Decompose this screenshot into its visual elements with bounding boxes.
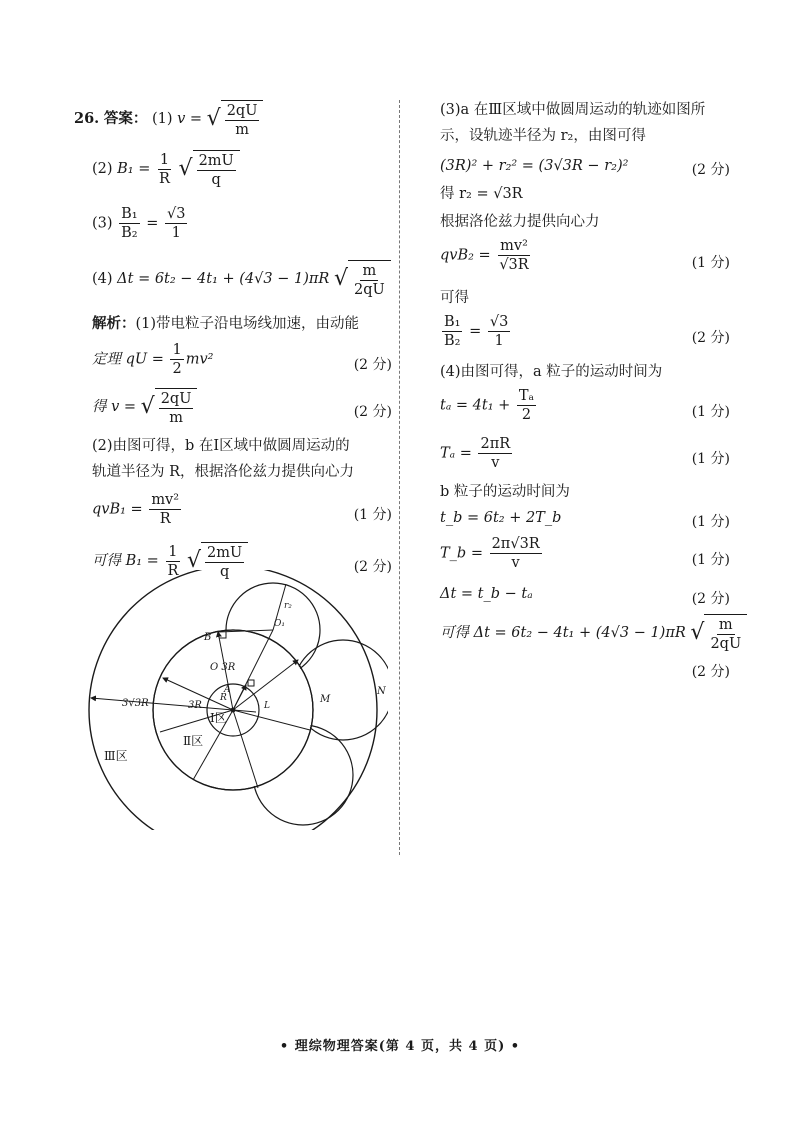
p3-line-3: 根据洛伦兹力提供向心力 [440, 214, 600, 230]
page-footer: • 理综物理答案(第 4 页，共 4 页) • [279, 1039, 521, 1054]
points-badge: (1 分) [691, 451, 730, 467]
answer-1-num: 2qU [226, 103, 258, 119]
solution-p2-eq [92, 492, 392, 538]
solution-line-1 [92, 314, 392, 342]
solution-p2-res-prefix: 可得 B₁ = [92, 553, 159, 569]
label-3R: 3R [188, 700, 202, 711]
answer-1-label: (1) [151, 111, 173, 127]
answer-1-sqrt: √ $\frac{2qU}{m}$ [207, 100, 264, 138]
label-region-2: Ⅱ区 [183, 734, 204, 748]
solution-p1-l2-prefix: 定理 qU = [92, 351, 164, 368]
p4-tb-text: t_b = 6t₂ + 2T_b [440, 510, 562, 526]
right-column [440, 100, 742, 684]
p3-ratio-eq: = [469, 323, 482, 340]
label-O3R: O 3R [210, 662, 236, 673]
label-A: A [224, 685, 231, 695]
solution-p2-eq-num: mv² [151, 492, 180, 508]
answer-line-4 [92, 260, 392, 310]
solution-p2-res-sqrt: √ $\frac{2mU}{q}$ [187, 542, 248, 580]
answer-3-rden: 1 [171, 225, 181, 241]
solution-heading: 解析： [92, 315, 136, 332]
solution-p1-text: (1)带电粒子沿电场线加速，由动能 [135, 316, 360, 332]
left-column [74, 100, 392, 592]
p3-ratio-rden: 1 [494, 333, 504, 349]
answer-3-eq: = [146, 215, 159, 232]
p4-Tb [440, 536, 730, 584]
p4-dt [440, 584, 730, 614]
p3-eq1 [440, 156, 730, 184]
p4-final-points-row [440, 660, 730, 684]
p3-ratio-rnum: √3 [489, 314, 509, 330]
label-3sqrt3R: 3√3R [122, 698, 149, 709]
points-badge: (1 分) [353, 507, 392, 523]
p4-final-prefix: 可得 Δt = 6t₂ − 4t₁ + (4√3 − 1)πR [440, 625, 686, 641]
p4-line-2: b 粒子的运动时间为 [440, 484, 570, 500]
p4-line-1: (4)由图可得，a 粒子的运动时间为 [440, 364, 663, 380]
label-O1: O₁ [274, 619, 285, 629]
p4-dt-text: Δt = t_b − tₐ [440, 586, 533, 602]
solution-p1-l3-den: m [169, 410, 183, 426]
answer-2-rad-den: q [211, 172, 221, 188]
p3-eq2-lhs: qvB₂ = [440, 247, 491, 264]
answer-heading: 答案： [103, 110, 148, 127]
p3-line-1: (3)a 在Ⅲ区域中做圆周运动的轨迹如图所 [440, 102, 706, 118]
answer-1-lhs: v = [177, 111, 203, 127]
p4-Ta-num: 2πR [480, 436, 511, 452]
answer-line-3 [92, 206, 392, 256]
answer-line-1 [74, 100, 392, 144]
p3-eq2-num: mv² [500, 238, 528, 254]
solution-line-3 [92, 388, 392, 436]
answer-2-den: R [159, 170, 170, 187]
label-N: N [377, 686, 386, 697]
solution-p2-line-2: 轨道半径为 R，根据洛伦兹力提供向心力 [92, 464, 355, 480]
solution-p1-l2-num: 1 [172, 342, 182, 358]
column-divider [399, 100, 400, 855]
answer-line-2 [92, 150, 392, 206]
solution-p1-l3-sqrt: √ $\frac{2qU}{m}$ [141, 388, 198, 426]
answer-3-rnum: √3 [167, 206, 186, 222]
p3-line-2: 示，设轨迹半径为 r₂，由图可得 [440, 128, 646, 144]
p4-Tb-num: 2π√3R [491, 536, 540, 552]
answer-4-rad-num: m [362, 263, 377, 279]
points-badge: (2 分) [691, 330, 730, 346]
solution-p2-eq-den: R [159, 511, 171, 527]
p4-Ta-den: v [491, 455, 500, 471]
p4-ta-lhs: tₐ = 4t₁ + [440, 397, 511, 414]
answer-2-lhs: B₁ = [117, 161, 151, 177]
p3-ratio-num: B₁ [444, 314, 461, 330]
p3-ratio [440, 314, 730, 362]
solution-p2-line-1: (2)由图可得，b 在Ⅰ区域中做圆周运动的 [92, 438, 350, 454]
solution-p2-res-den: R [167, 562, 179, 579]
answer-4-sqrt: √ $\frac{m}{2qU}$ [334, 260, 391, 298]
points-badge: (2 分) [353, 559, 392, 575]
p4-final-num: m [718, 617, 733, 633]
p3-res: 得 r₂ = √3R [440, 186, 523, 202]
answer-4-expr: Δt = 6t₂ − 4t₁ + (4√3 − 1)πR [117, 271, 330, 287]
answer-3-label: (3) [92, 215, 113, 232]
p4-ta [440, 388, 730, 436]
points-badge: (2 分) [691, 162, 730, 178]
points-badge: (2 分) [691, 591, 730, 607]
question-number: 26. [74, 110, 100, 127]
solution-line-2 [92, 342, 392, 388]
solution-p1-l2-den: 2 [172, 361, 182, 377]
solution-p2-res-num: 1 [168, 543, 178, 560]
points-badge: (2 分) [691, 664, 730, 680]
p4-Ta-lhs: Tₐ = [440, 445, 472, 462]
answer-2-label: (2) [92, 161, 113, 177]
label-R: R [220, 693, 227, 703]
answer-4-rad-den: 2qU [353, 282, 385, 298]
p3-eq2 [440, 238, 730, 288]
solution-p2-res-rad-den: q [219, 564, 230, 580]
answer-2-sqrt: √ $\frac{2mU}{q}$ [179, 150, 240, 188]
p4-final-sqrt: √ $\frac{m}{2qU}$ [690, 614, 747, 652]
p4-ta-num: Tₐ [518, 388, 535, 404]
p4-Ta [440, 436, 730, 482]
solution-p2-eq-lhs: qvB₁ = [92, 501, 143, 518]
p4-Tb-lhs: T_b = [440, 545, 483, 562]
p4-ta-den: 2 [521, 407, 532, 423]
points-badge: (1 分) [691, 552, 730, 568]
p4-tb [440, 508, 730, 536]
label-B: B [204, 632, 212, 643]
p4-final-den: 2qU [710, 636, 742, 652]
answer-1-den: m [235, 122, 249, 138]
p3-ratio-den: B₂ [444, 333, 461, 349]
answer-2-num: 1 [159, 151, 170, 168]
p3-eq2-den: √3R [499, 257, 529, 273]
p3-then: 可得 [440, 290, 469, 306]
label-L: L [264, 701, 270, 711]
points-badge: (2 分) [353, 357, 392, 373]
answer-3-den: B₂ [121, 225, 138, 241]
p3-eq1-text: (3R)² + r₂² = (3√3R − r₂)² [440, 158, 629, 174]
points-badge: (1 分) [691, 255, 730, 271]
label-M: M [320, 694, 331, 705]
solution-p1-l3-prefix: 得 v = [92, 399, 137, 415]
magnetic-field-diagram [88, 570, 388, 830]
p4-Tb-den: v [511, 555, 520, 571]
p4-final [440, 614, 742, 660]
answer-4-label: (4) [92, 271, 113, 287]
solution-p2-res-rad-num: 2mU [207, 545, 243, 561]
points-badge: (2 分) [353, 404, 392, 420]
points-badge: (1 分) [691, 404, 730, 420]
label-region-3: Ⅲ区 [104, 749, 128, 763]
center-point [231, 708, 236, 713]
solution-p1-l3-num: 2qU [160, 391, 192, 407]
label-region-1: Ⅰ区 [210, 711, 227, 725]
answer-2-rad-num: 2mU [198, 153, 234, 169]
solution-p1-l2-suffix: mv² [185, 351, 214, 368]
label-r2: r₂ [284, 601, 292, 611]
points-badge: (1 分) [691, 514, 730, 530]
answer-3-num: B₁ [121, 206, 138, 222]
